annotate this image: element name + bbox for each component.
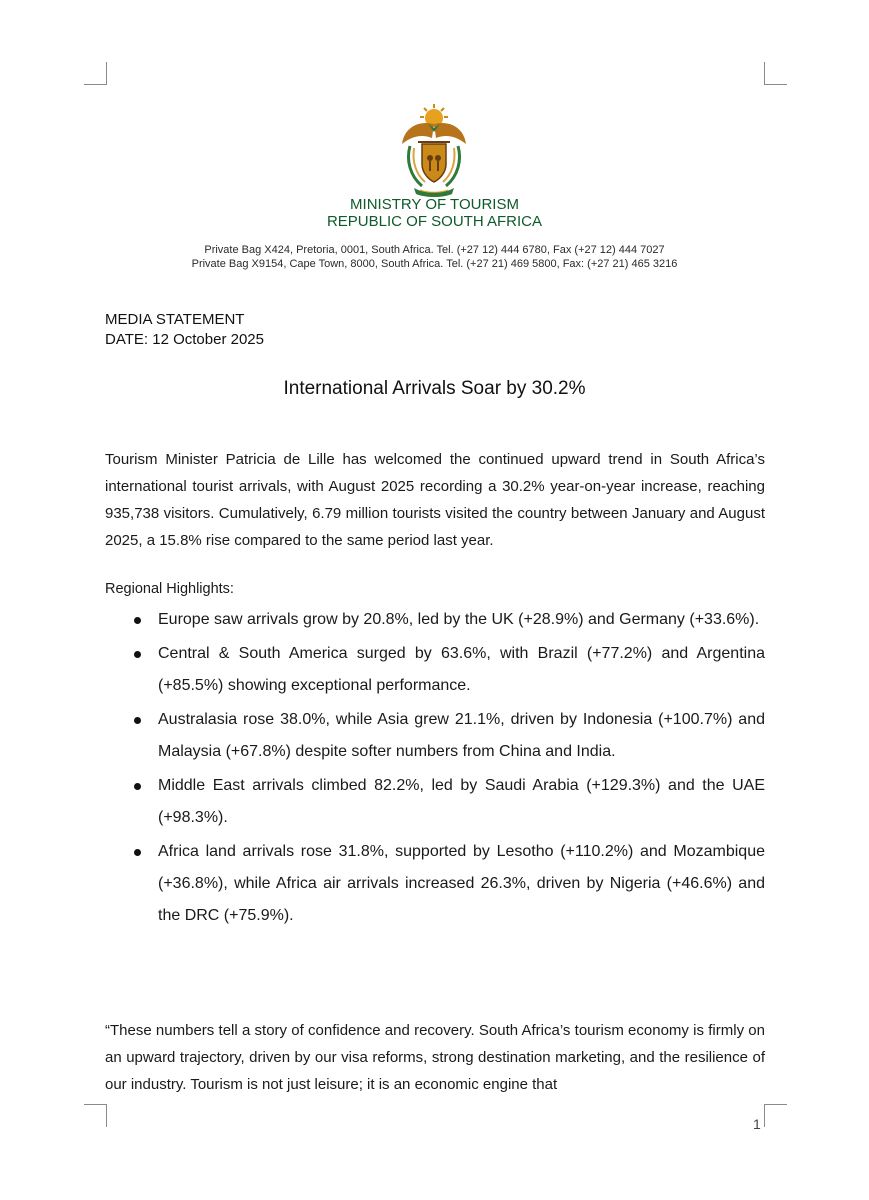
page-title: International Arrivals Soar by 30.2%: [283, 378, 586, 399]
list-item: [105, 770, 765, 834]
crop-mark-top-right: [764, 62, 787, 85]
crop-mark-bottom-left: [84, 1104, 107, 1127]
highlight-text: Africa land arrivals rose 31.8%, supported by Lesotho (+110.2%) and Mozambique (+36.8%), while Africa air arrivals increased 26.3%, driven by Nigeria (+46.6%) and the DRC (+75.9%).: [158, 843, 765, 924]
highlight-text: Australasia rose 38.0%, while Asia grew 21.1%, driven by Indonesia (+100.7%) and Malaysia (+67.8%) despite softer numbers from China and India.: [158, 711, 765, 760]
quote-paragraph: “These numbers tell a story of confidence and recovery. South Africa’s tourism economy is firmly on an upward trajectory, driven by our visa reforms, strong destination marketing, and the resilience of our industry. Tourism is not just leisure; it is an economic engine that: [105, 1022, 765, 1093]
crop-mark-top-left: [84, 62, 107, 85]
page-number: 1: [753, 1116, 761, 1132]
address-cape-town: Private Bag X9154, Cape Town, 8000, South Africa. Tel. (+27 21) 469 5800, Fax: (+27 21) 465 3216: [191, 258, 678, 270]
address-pretoria: Private Bag X424, Pretoria, 0001, South Africa. Tel. (+27 12) 444 6780, Fax (+27 12) 444 7027: [204, 244, 665, 256]
highlight-text: Middle East arrivals climbed 82.2%, led by Saudi Arabia (+129.3%) and the UAE (+98.3%).: [158, 777, 765, 826]
coat-of-arms-icon: [398, 102, 470, 198]
list-item: [105, 604, 765, 636]
highlights-list: [105, 604, 765, 934]
intro-paragraph: Tourism Minister Patricia de Lille has welcomed the continued upward trend in South Africa’s international tourist arrivals, with August 2025 recording a 30.2% year-on-year increase, reaching 935,738 visitors. Cumulatively, 6.79 million tourists visited the country between January and August 2025, a 15.8% rise compared to the same period last year.: [105, 451, 765, 549]
list-item: [105, 704, 765, 768]
list-item: [105, 638, 765, 702]
statement-type: MEDIA STATEMENT: [105, 311, 245, 328]
bullet-icon: [134, 617, 141, 624]
statement-date: DATE: 12 October 2025: [105, 331, 264, 348]
highlight-text: Europe saw arrivals grow by 20.8%, led by the UK (+28.9%) and Germany (+33.6%).: [158, 611, 760, 628]
ministry-name: MINISTRY OF TOURISM: [350, 196, 519, 213]
highlight-text: Central & South America surged by 63.6%, with Brazil (+77.2%) and Argentina (+85.5%) showing exceptional performance.: [158, 645, 765, 694]
crop-mark-bottom-right: [764, 1104, 787, 1127]
regional-heading: Regional Highlights:: [105, 581, 234, 597]
bullet-icon: [134, 651, 141, 658]
bullet-icon: [134, 849, 141, 856]
bullet-icon: [134, 783, 141, 790]
ministry-country: REPUBLIC OF SOUTH AFRICA: [326, 213, 543, 230]
bullet-icon: [134, 717, 141, 724]
list-item: [105, 836, 765, 932]
